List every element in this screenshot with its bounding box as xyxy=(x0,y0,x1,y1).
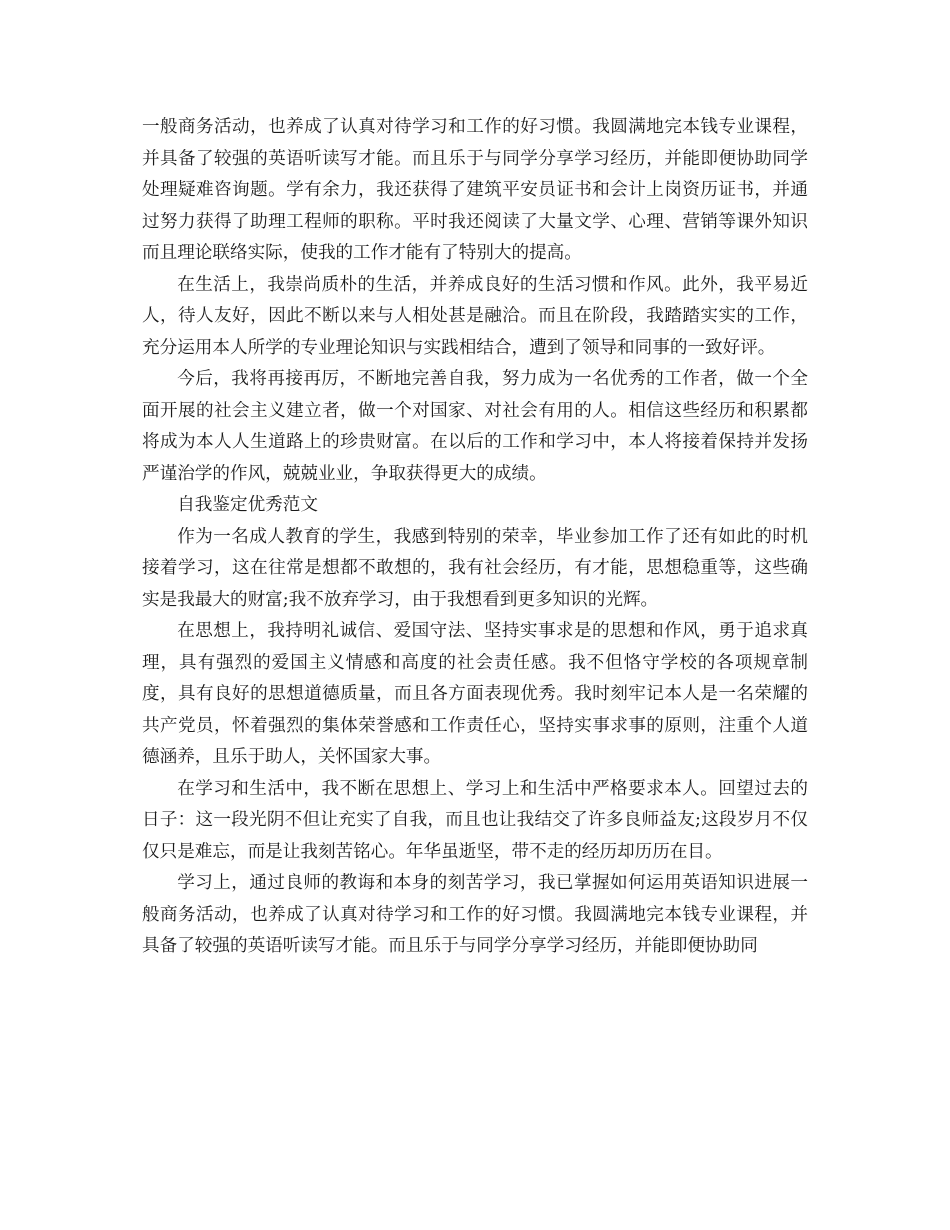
paragraph-study-life: 在学习和生活中，我不断在思想上、学习上和生活中严格要求本人。回望过去的日子：这一段光阴不但让充实了自我，而且也让我结交了许多良师益友;这段岁月不仅仅只是难忘，而是让我刻苦铭心。年华虽逝坚，带不走的经历却历历在目。 xyxy=(142,778,808,862)
paragraph-study: 学习上，通过良师的教诲和本身的刻苦学习，我已掌握如何运用英语知识进展一般商务活动，也养成了认真对待学习和工作的好习惯。我圆满地完本钱专业课程，并具备了较强的英语听读写才能。而且乐于与同学分享学习经历，并能即便协助同 xyxy=(142,873,808,956)
paragraph-future: 今后，我将再接再厉，不断地完善自我，努力成为一名优秀的工作者，做一个全面开展的社会主义建立者，做一个对国家、对社会有用的人。相信这些经历和积累都将成为本人人生道路上的珍贵财富。在以后的工作和学习中，本人将接着保持并发扬严谨治学的作风，兢兢业业，争取获得更大的成绩。 xyxy=(142,369,808,484)
paragraph-intro: 作为一名成人教育的学生，我感到特别的荣幸，毕业参加工作了还有如此的时机接着学习，这在往常是想都不敢想的，我有社会经历，有才能，思想稳重等，这些确实是我最大的财富;我不放弃学习，由于我想看到更多知识的光辉。 xyxy=(142,526,808,610)
section-heading: 自我鉴定优秀范文 xyxy=(177,495,318,515)
paragraph-continued: 一般商务活动，也养成了认真对待学习和工作的好习惯。我圆满地完本钱专业课程，并具备了较强的英语听读写才能。而且乐于与同学分享学习经历，并能即便协助同学处理疑难咨询题。学有余力，我还获得了建筑平安员证书和会计上岗资历证书，并通过努力获得了助理工程师的职称。平时我还阅读了大量文学、心理、营销等课外知识而且理论联络实际，使我的工作才能有了特别大的提高。 xyxy=(142,117,808,263)
paragraph-thought: 在思想上，我持明礼诚信、爱国守法、坚持实事求是的思想和作风，勇于追求真理，具有强烈的爱国主义情感和高度的社会责任感。我不但恪守学校的各项规章制度，具有良好的思想道德质量，而且各方面表现优秀。我时刻牢记本人是一名荣耀的共产党员，怀着强烈的集体荣誉感和工作责任心，坚持实事求事的原则，注重个人道德涵养，且乐于助人，关怀国家大事。 xyxy=(142,621,808,767)
paragraph-life: 在生活上，我崇尚质朴的生活，并养成良好的生活习惯和作风。此外，我平易近人，待人友好，因此不断以来与人相处甚是融洽。而且在阶段，我踏踏实实的工作，充分运用本人所学的专业理论知识与实践相结合，遭到了领导和同事的一致好评。 xyxy=(142,274,808,358)
document-body xyxy=(142,112,808,963)
